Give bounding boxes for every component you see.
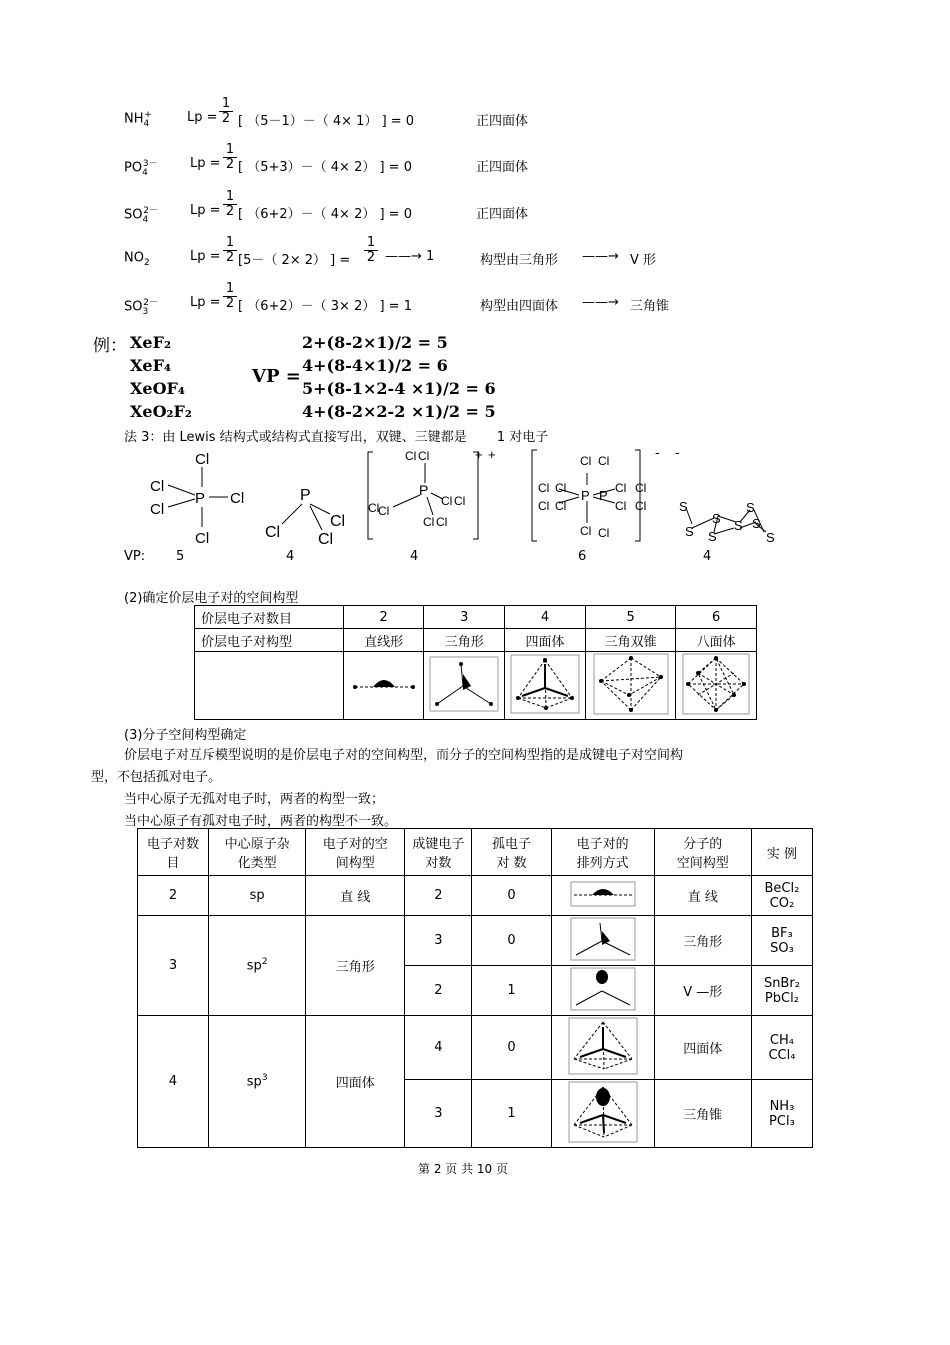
svg-text:Cl: Cl	[580, 524, 592, 538]
result-arrow: ——→ 1	[385, 249, 435, 264]
table-row: 4 $sp^3$ 四面体 4 0 四面体 CH₄ CCl₄	[138, 1016, 813, 1080]
num-5: 5	[585, 606, 676, 629]
svg-text:Cl: Cl	[538, 481, 550, 495]
table-row: 2 1 V —形 SnBr₂ PbCl₂	[138, 966, 813, 1016]
svg-text:Cl: Cl	[418, 449, 430, 463]
svg-text:S: S	[679, 499, 688, 514]
vp-formula-1: 2+(8-2×1)/2 = 5	[302, 333, 448, 352]
shape-trigonal: 三角形	[424, 629, 505, 652]
header-num: 价层电子对数目	[195, 606, 344, 629]
structure-s8-ring	[676, 496, 786, 551]
molecule-xef4: XeF₄	[130, 356, 171, 375]
vp-formula-4: 4+(8-2×2-2 ×1)/2 = 5	[302, 402, 496, 421]
svg-text:S: S	[746, 500, 755, 515]
vp-formula-3: 5+(8-1×2-4 ×1)/2 = 6	[302, 379, 496, 398]
svg-text:Cl: Cl	[555, 481, 567, 495]
svg-text:Cl: Cl	[368, 501, 380, 515]
shape-label: 正四面体	[476, 207, 529, 222]
lp-expression: [ （6+2）－（ 4× 2） ] = 0	[238, 207, 412, 222]
molecule-xeof4: XeOF₄	[130, 379, 185, 398]
svg-text:Cl: Cl	[635, 481, 647, 495]
svg-text:Cl: Cl	[318, 531, 334, 548]
header-examples: 实 例	[751, 829, 812, 876]
section3-paragraph-3: 当中心原子有孤对电子时，两者的构型不一致。	[124, 814, 398, 829]
lp-label: Lp =	[187, 110, 218, 125]
svg-text:Cl: Cl	[555, 499, 567, 513]
arrangement-tetrahedral	[551, 1016, 654, 1080]
vp-value-1: 5	[176, 549, 185, 564]
svg-text:Cl: Cl	[423, 515, 435, 529]
diagram-trigonal	[424, 652, 505, 720]
header-hybrid: 中心原子杂 化类型	[209, 829, 306, 876]
svg-text:Cl: Cl	[405, 449, 417, 463]
lp-label: Lp =	[190, 295, 221, 310]
shape-label: 构型由三角形	[480, 253, 559, 268]
table-row: 3 $sp^2$ 三角形 3 0 三角形 BF₃ SO₃	[138, 916, 813, 966]
final-shape-label: V 形	[630, 253, 657, 268]
half-fraction: $\frac{1}{2}$	[219, 97, 233, 126]
header-bond-pairs: 成键电子 对数	[405, 829, 472, 876]
num-4: 4	[505, 606, 586, 629]
diagram-octahedral	[676, 652, 757, 720]
shape-label: 正四面体	[476, 114, 529, 129]
svg-text:Cl: Cl	[598, 526, 610, 540]
svg-text:Cl: Cl	[378, 504, 390, 518]
section3-paragraph-1b: 型，不包括孤对电子。	[91, 770, 222, 785]
svg-text:Cl: Cl	[150, 478, 165, 495]
svg-text:Cl: Cl	[538, 499, 550, 513]
svg-text:P: P	[581, 488, 590, 503]
structure-pcl4-cation	[365, 447, 500, 547]
header-lone-pairs: 孤电子 对 数	[472, 829, 551, 876]
diagram-linear	[343, 652, 424, 720]
vp-formula-2: 4+(8-4×1)/2 = 6	[302, 356, 448, 375]
svg-text:P: P	[599, 488, 608, 503]
molecule-xeo2f2: XeO₂F₂	[130, 402, 192, 421]
section2-title: (2)确定价层电子对的空间构型	[124, 591, 299, 606]
method3-text: 法 3：由 Lewis 结构式或结构式直接写出，双键、三键都是 1 对电子	[124, 430, 549, 445]
lp-expression: [5－（ 2× 2） ] =	[238, 253, 351, 268]
half-fraction: $\frac{1}{2}$	[223, 190, 237, 219]
half-fraction: $\frac{1}{2}$	[223, 282, 237, 311]
structure-pcl5	[140, 445, 260, 550]
svg-text:Cl: Cl	[635, 499, 647, 513]
svg-text:Cl: Cl	[598, 454, 610, 468]
arrangement-trigonal	[551, 916, 654, 966]
svg-text:+: +	[488, 447, 496, 462]
svg-text:S: S	[708, 529, 717, 544]
structure-pcl3	[262, 482, 352, 547]
svg-text:+: +	[475, 447, 483, 462]
num-6: 6	[676, 606, 757, 629]
arrangement-v-shape	[551, 966, 654, 1016]
vp-value-3: 4	[410, 549, 419, 564]
ion-formula: $SO_4^{2-}$	[124, 206, 158, 225]
vp-label: VP =	[252, 366, 301, 387]
header-arrangement: 电子对的 排列方式	[551, 829, 654, 876]
section3-paragraph-2: 当中心原子无孤对电子时，两者的构型一致；	[124, 792, 385, 807]
svg-text:S: S	[752, 516, 761, 531]
vp-value-2: 4	[286, 549, 295, 564]
svg-text:S: S	[766, 530, 775, 545]
table-row: 3 1 三角锥 NH₃ PCl₃	[138, 1080, 813, 1148]
svg-text:S: S	[685, 524, 694, 539]
section3-title: (3)分子空间构型确定	[124, 728, 247, 743]
shape-label: 正四面体	[476, 160, 529, 175]
svg-text:S: S	[734, 518, 743, 533]
page-footer: 第 2 页 共 10 页	[418, 1162, 508, 1176]
half-fraction: $\frac{1}{2}$	[223, 143, 237, 172]
vp-value-5: 4	[703, 549, 712, 564]
svg-text:P: P	[419, 482, 429, 498]
header-pair-shape: 电子对的空 间构型	[306, 829, 405, 876]
svg-text:P: P	[300, 487, 311, 504]
final-shape-label: 三角锥	[630, 299, 670, 314]
svg-text:Cl: Cl	[615, 481, 627, 495]
svg-text:Cl: Cl	[436, 515, 448, 529]
svg-text:Cl: Cl	[195, 530, 210, 547]
svg-text:Cl: Cl	[330, 513, 346, 530]
shape-linear: 直线形	[343, 629, 424, 652]
shape-arrow: ——→	[582, 295, 619, 310]
diagram-bipyramid	[585, 652, 676, 720]
example-label: 例：	[93, 336, 127, 356]
svg-text:Cl: Cl	[441, 494, 453, 508]
svg-text:P: P	[195, 490, 206, 507]
svg-text:Cl: Cl	[615, 499, 627, 513]
header-pair-count: 电子对数 目	[138, 829, 209, 876]
svg-text:Cl: Cl	[454, 494, 466, 508]
shape-arrow: ——→	[582, 249, 619, 264]
ion-formula: $SO_3^{2-}$	[124, 298, 158, 317]
half-fraction-result: $\frac{1}{2}$	[364, 236, 378, 265]
pair-shape-table	[194, 605, 757, 720]
diagram-tetrahedral	[505, 652, 586, 720]
header-molecule-shape: 分子的 空间构型	[654, 829, 751, 876]
arrangement-trigonal-pyramid	[551, 1080, 654, 1148]
shape-tetrahedral: 四面体	[505, 629, 586, 652]
molecule-shape-table	[137, 828, 813, 1148]
lp-label: Lp =	[190, 203, 221, 218]
section3-paragraph-1a: 价层电子对互斥模型说明的是价层电子对的空间构型，而分子的空间构型指的是成键电子对空间构	[124, 748, 684, 763]
lp-label: Lp =	[190, 249, 221, 264]
svg-text:Cl: Cl	[265, 524, 281, 541]
lp-expression: [ （6+2）－（ 3× 2） ] = 1	[238, 299, 412, 314]
svg-text:Cl: Cl	[150, 501, 165, 518]
vp-row-label: VP:	[124, 549, 146, 564]
shape-label: 构型由四面体	[480, 299, 559, 314]
shape-octahedral: 八面体	[676, 629, 757, 652]
molecule-xef2: XeF₂	[130, 333, 171, 352]
arrangement-linear	[551, 876, 654, 916]
ion-formula: $PO_4^{3-}$	[124, 159, 158, 178]
lp-label: Lp =	[190, 156, 221, 171]
lp-expression: [ （5+3）－（ 4× 2） ] = 0	[238, 160, 412, 175]
svg-text:Cl: Cl	[230, 490, 245, 507]
ion-formula: $NH_4^+$	[124, 110, 152, 129]
svg-text:S: S	[712, 511, 721, 526]
vp-value-4: 6	[578, 549, 587, 564]
svg-text:Cl: Cl	[580, 454, 592, 468]
half-fraction: $\frac{1}{2}$	[223, 236, 237, 265]
blank-cell	[195, 652, 344, 720]
structure-pcl6-anion	[527, 443, 697, 548]
num-3: 3	[424, 606, 505, 629]
num-2: 2	[343, 606, 424, 629]
shape-bipyramid: 三角双锥	[585, 629, 676, 652]
svg-text:Cl: Cl	[195, 451, 210, 468]
svg-text:-: -	[655, 444, 660, 460]
ion-formula: $NO_2$	[124, 250, 150, 268]
table-header-row	[138, 829, 813, 876]
header-shape: 价层电子对构型	[195, 629, 344, 652]
table-row: 2 sp 直 线 2 0 直 线 BeCl₂ CO₂	[138, 876, 813, 916]
lp-expression: [ （5－1）－（ 4× 1） ] = 0	[238, 114, 415, 129]
svg-text:-: -	[675, 444, 680, 460]
